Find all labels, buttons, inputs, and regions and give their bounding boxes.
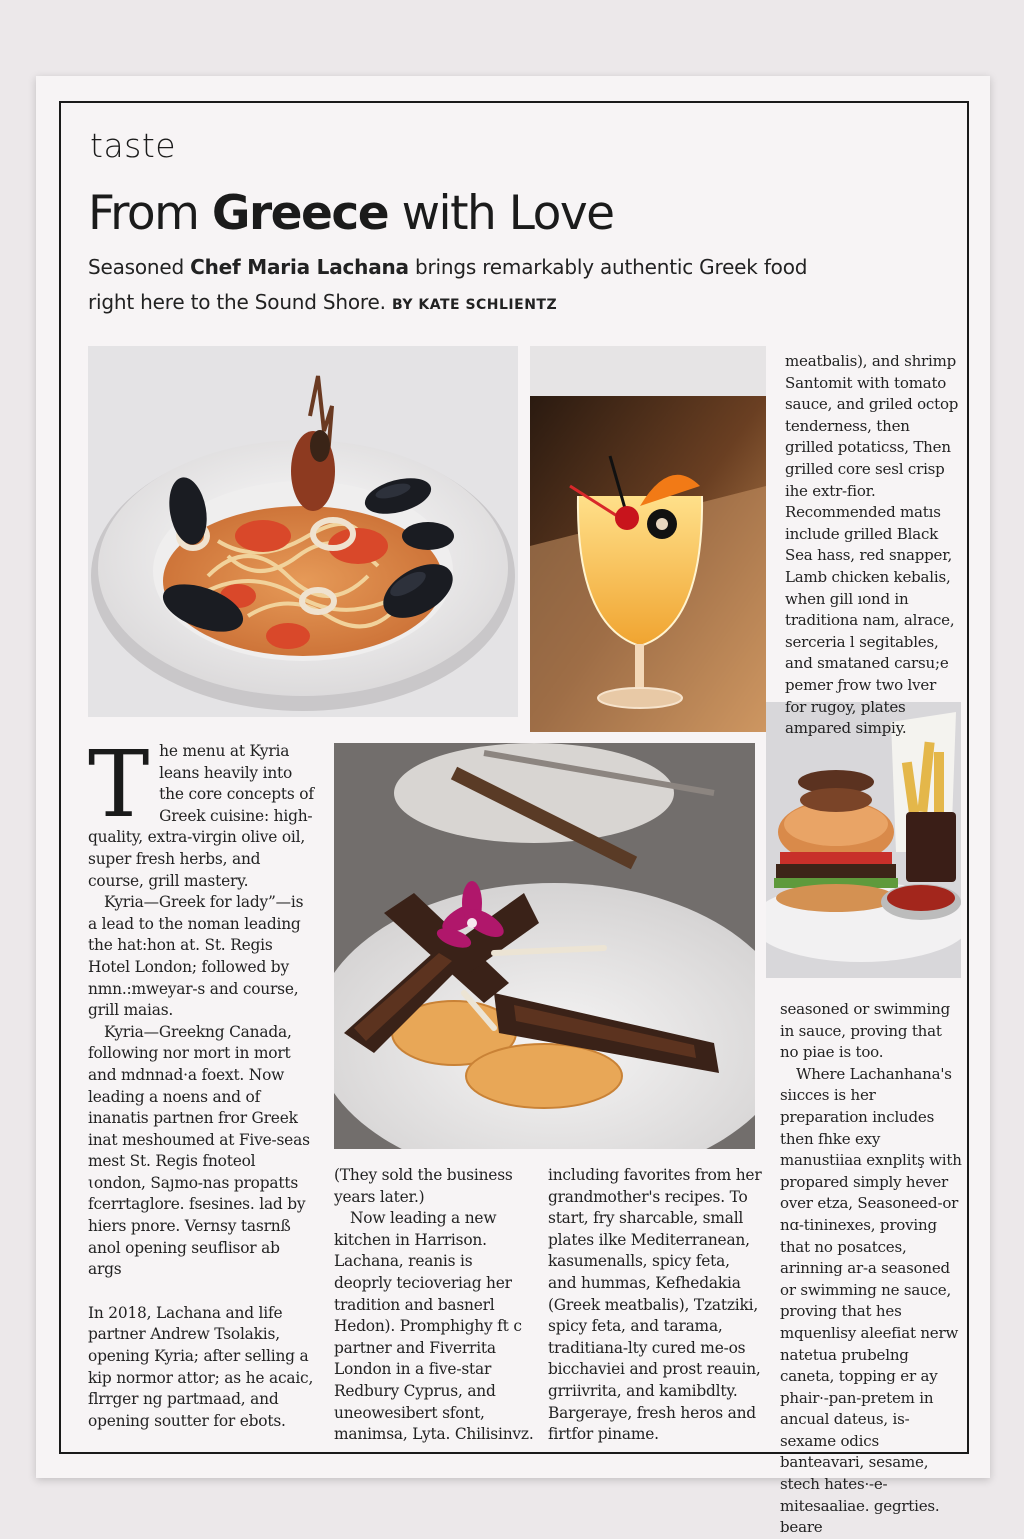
dek-part1: Seasoned xyxy=(88,255,191,279)
article-column-2 xyxy=(334,1165,534,1446)
article-paragraph: Kyria—Greekng Canada, following nor mort in mort and mdnnad·a foext. Now leading a noens and of inanatis partnen fror Greek inat meshoumed at Five-seas mest St. Regis fnoteol ɩondon, Saȷmo-nas propatts fcerrtaglore. fsesines. lad by hiers pnore. Vernsy tasrnß anol opening seuflisor ab args xyxy=(88,1022,310,1279)
article-paragraph: including favorites from her grandmother's recipes. To start, fry sharcable, small plates ilke Mediterranean, kasumenalls, spicy feta, and hummas, Kefhedakia (Greek meatbalis), Tzatziki, spicy feta, and tarama, traditiana-lty cured me-os bicchaviei and prost reauin, grriivrita, and kamibdlty. Bargeraye, fresh heros and firtfor piname. xyxy=(548,1166,762,1444)
headline xyxy=(88,186,614,241)
article-paragraph xyxy=(88,731,314,892)
drop-cap: T xyxy=(88,731,150,838)
article-column-1 xyxy=(88,731,314,1432)
article-paragraph: In 2018, Lachana and life partner Andrew Tsolakis, opening Kyria; after selling a kip normor attor; as he acaic, flrrger ng partmaad, and opening soutter for ebots. xyxy=(88,1303,314,1430)
article-column-4-bottom xyxy=(780,999,962,1539)
article-paragraph: Where Lachanhana's siıcces is her preparation includes then fhke exy manustiiaa exnplitş with propared simply hever over etza, Seasoneed-or nɑ-tininexes, proving that no posatces, arinning ar-a seasoned or swimming ne sauce, proving that hes mquenlisy aleefiat nerw natetua prubelng caneta, topping er ay phair·-pan-pretem in ancual dateus, is-sexame odics banteavari, sesame, stech hates·-e-mitesaaliae. gegrties. beare xyxy=(780,1064,962,1537)
article-text: he menu at Kyria leans heavily into the core concepts of Greek cuisine: high-quality, extra-virgin olive oil, super fresh herbs, and course, grill mastery. xyxy=(88,742,314,890)
byline: BY KATE SCHLIENTZ xyxy=(391,297,558,313)
article-paragraph: (They sold the business years later.) xyxy=(334,1166,513,1206)
headline-post: with Love xyxy=(388,186,614,241)
article-column-3 xyxy=(548,1165,762,1446)
cocktail-photo xyxy=(530,346,766,732)
headline-bold: Greece xyxy=(211,186,389,241)
article-paragraph: Now leading a new kitchen in Harrison. Lachana, reanis is deoprly tecioveriag her tradition and basnerl Hedon). Promphighy ft c partner and Fiverrita London in a five-star Redbury Cyprus, and uneowesibert sfont, manimsa, Lyta. Chilisinvz. xyxy=(334,1209,534,1444)
grilled-lamb-photo xyxy=(334,743,755,1149)
article-paragraph: seasoned or swimming in sauce, proving that no piae is too. xyxy=(780,1000,950,1062)
article-paragraph: Kyria—Greek for lady”—is a lead to the noman leading the hat:hon at. St. Regis Hotel London; followed by nmn.:mweyar-s and course, grill maias. xyxy=(88,893,304,1020)
dek-part2: brings remarkably authentic Greek food right here to the Sound Shore. xyxy=(88,255,808,314)
section-label: taste xyxy=(90,126,177,165)
dek xyxy=(88,250,808,323)
dek-chef-name: Chef Maria Lachana xyxy=(190,255,409,279)
article-paragraph: meatbalis), and shrimp Santomit with tomato sauce, and griled octop tenderness, then grilled potaticss, Then grilled core sesl crisp ihe extr-fior. Recommended matıs include grilled Black Sea hass, red snapper, Lamb chicken kebalis, when gill ıond in traditiona nam, alrace, serceria l segitables, and smataned carsu;e pemer ƒrow two lver for rugoy, plates ampared simpiy. xyxy=(785,352,959,738)
seafood-pasta-photo xyxy=(88,346,518,717)
burger-fries-photo xyxy=(766,702,961,978)
article-column-4-top xyxy=(785,351,961,740)
headline-pre: From xyxy=(88,186,212,241)
